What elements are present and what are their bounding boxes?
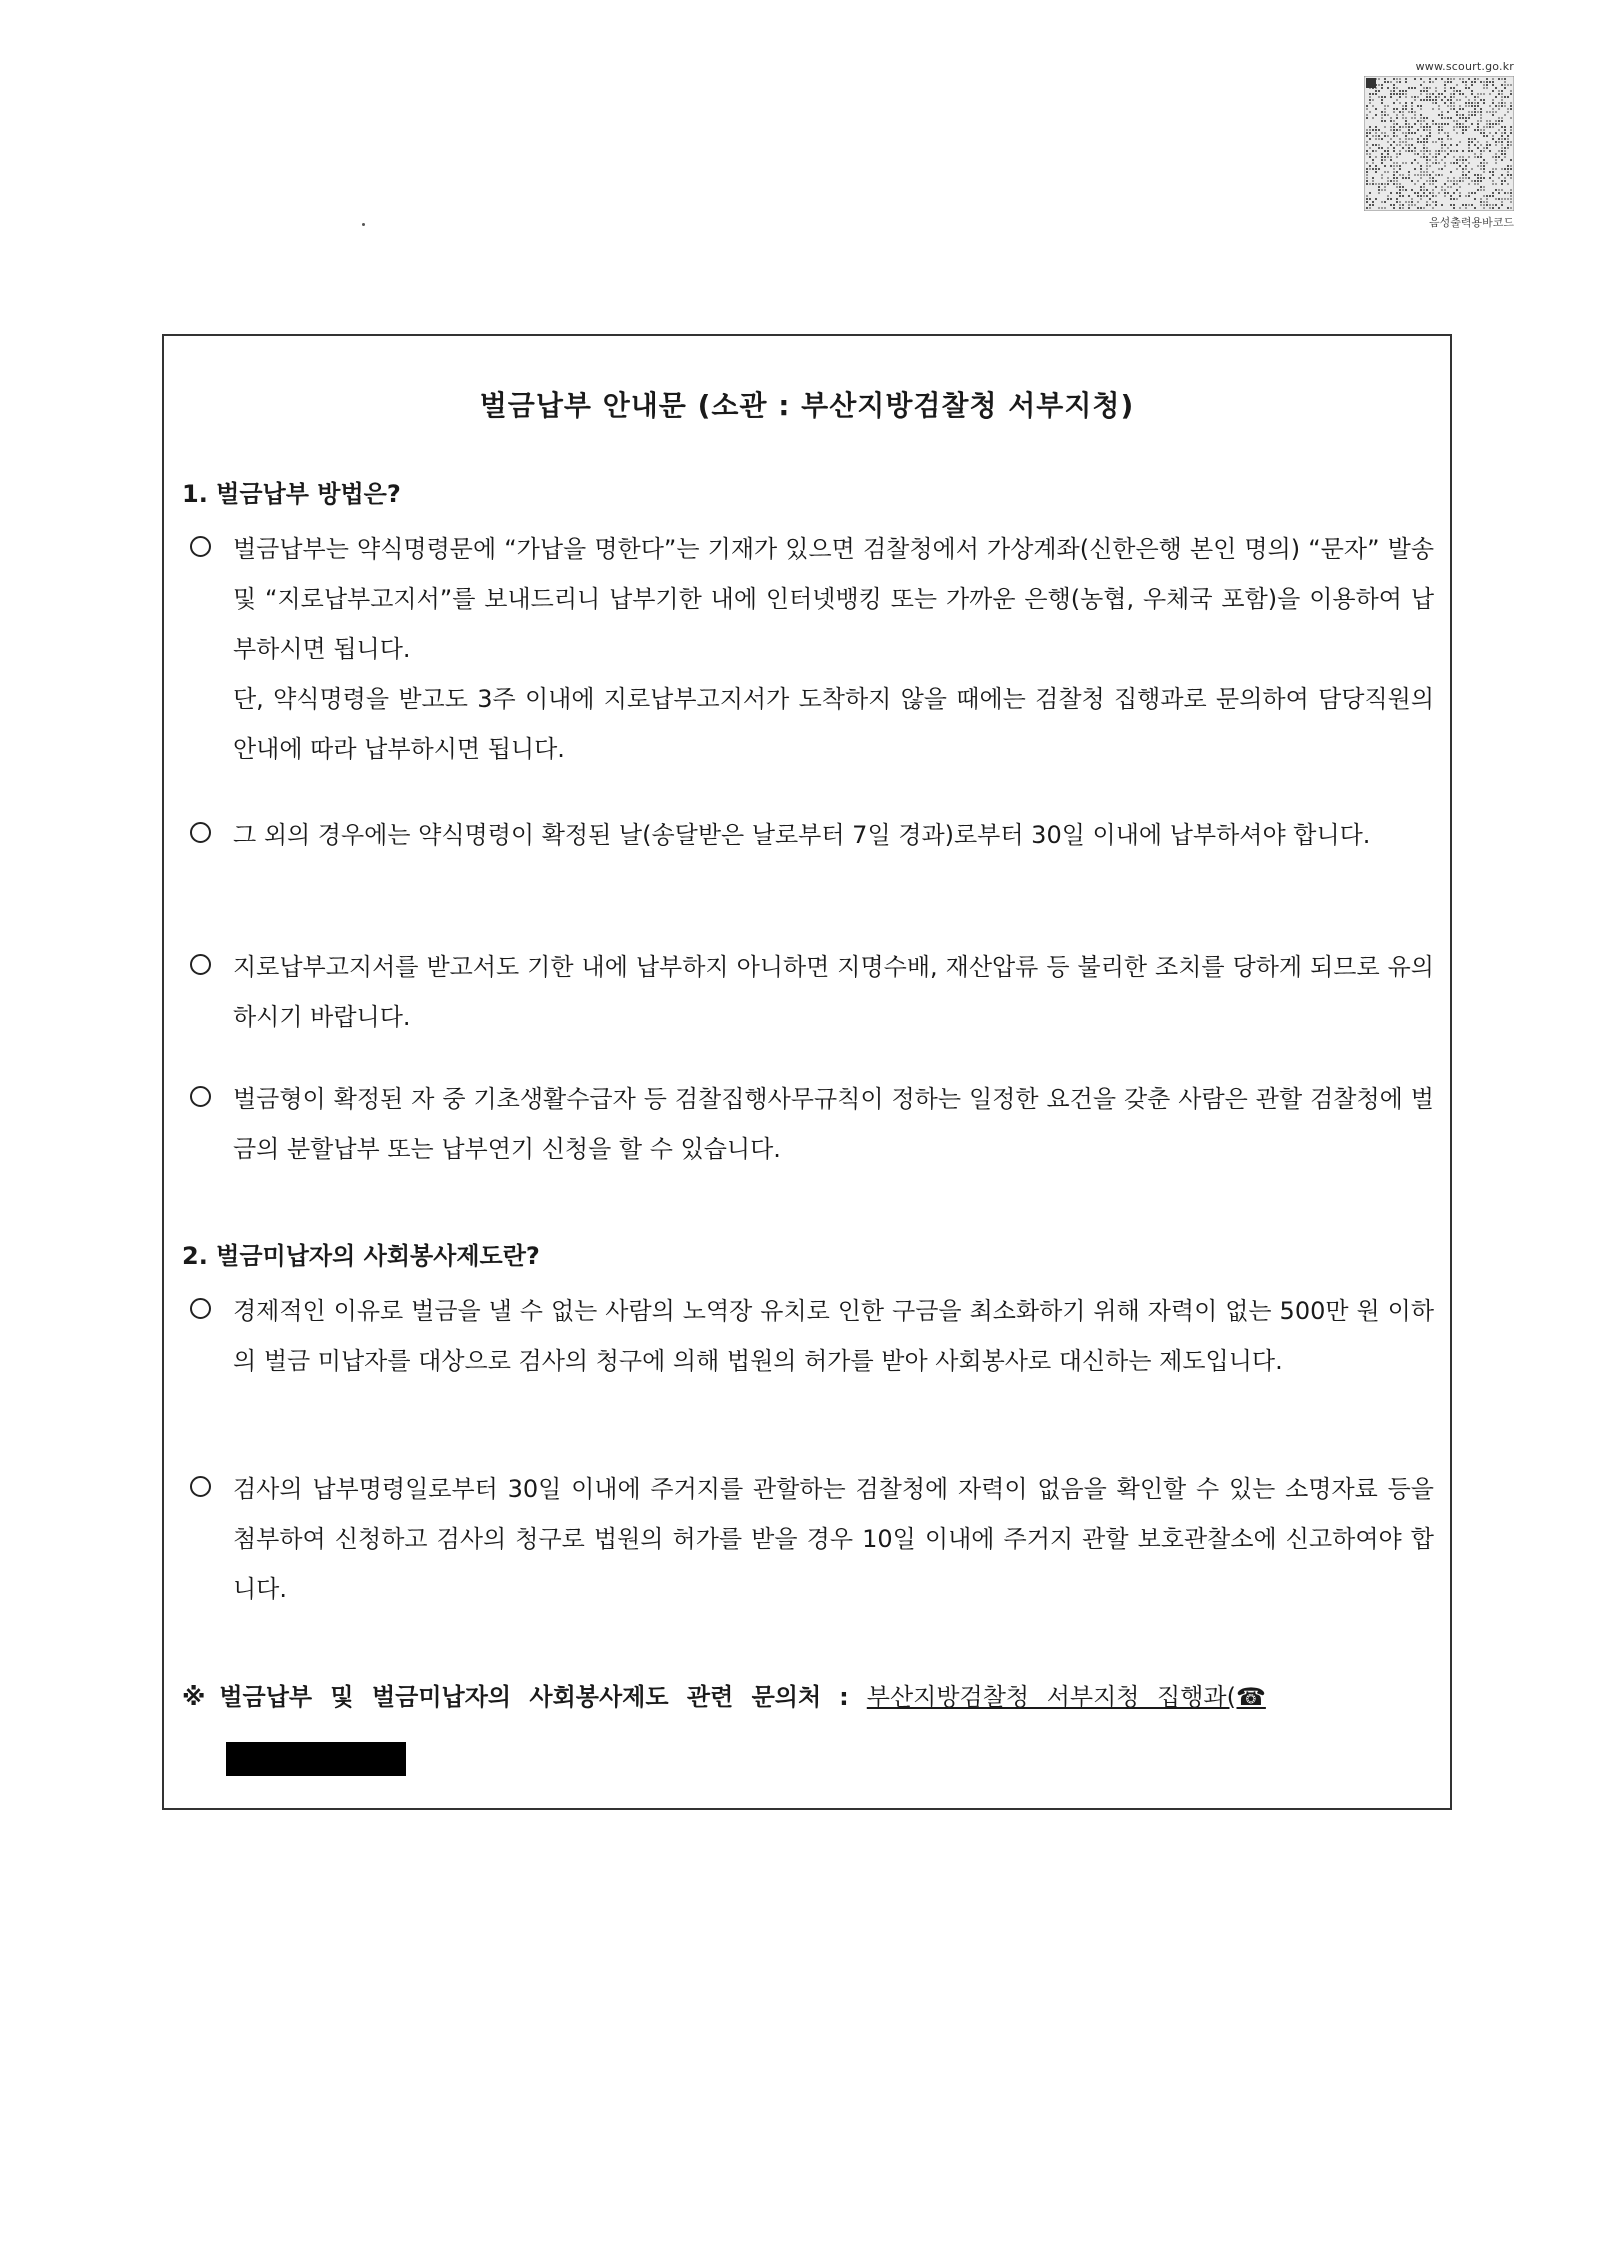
contact-colon: : <box>839 1683 849 1711</box>
contact-label: 벌금납부 및 벌금미납자의 사회봉사제도 관련 문의처 <box>219 1683 822 1711</box>
notice-box <box>162 334 1452 1810</box>
list-item <box>190 1078 1434 1174</box>
reference-mark: ※ <box>182 1683 206 1711</box>
contact-line <box>182 1674 1452 1720</box>
circle-bullet-icon <box>190 1086 211 1107</box>
item-text: 지로납부고지서를 받고서도 기한 내에 납부하지 아니하면 지명수배, 재산압류 등 불리한 조치를 당하게 되므로 유의하시기 바랍니다. <box>233 953 1434 1031</box>
item-extra-text: 단, 약식명령을 받고도 3주 이내에 지로납부고지서가 도착하지 않을 때에는 검찰청 집행과로 문의하여 담당직원의 안내에 따라 납부하시면 됩니다. <box>233 685 1434 763</box>
scan-speck <box>362 223 365 226</box>
item-text: 검사의 납부명령일로부터 30일 이내에 주거지를 관할하는 검찰청에 자력이 없음을 확인할 수 있는 소명자료 등을 첨부하여 신청하고 검사의 청구로 법원의 허가를 받을 경우 10일 이내에 주거지 관할 보호관찰소에 신고하여야 합니다. <box>233 1475 1434 1603</box>
barcode-url: www.scourt.go.kr <box>1415 60 1514 73</box>
item-text: 그 외의 경우에는 약식명령이 확정된 날(송달받은 날로부터 7일 경과)로부터 30일 이내에 납부하셔야 합니다. <box>233 821 1371 849</box>
list-item <box>190 528 1434 774</box>
redacted-phone-number <box>226 1742 406 1776</box>
barcode-block <box>1364 60 1514 230</box>
item-text: 벌금형이 확정된 자 중 기초생활수급자 등 검찰집행사무규칙이 정하는 일정한 요건을 갖춘 사람은 관할 검찰청에 벌금의 분할납부 또는 납부연기 신청을 할 수 있습니다. <box>233 1085 1434 1163</box>
circle-bullet-icon <box>190 1476 211 1497</box>
list-item <box>190 814 1434 860</box>
circle-bullet-icon <box>190 954 211 975</box>
circle-bullet-icon <box>190 822 211 843</box>
section-heading-payment-method: 1. 벌금납부 방법은? <box>182 480 401 508</box>
item-text: 벌금납부는 약식명령문에 “가납을 명한다”는 기재가 있으면 검찰청에서 가상계좌(신한은행 본인 명의) “문자” 발송 및 “지로납부고지서”를 보내드리니 납부기한 내에 인터넷뱅킹 또는 가까운 은행(농협, 우체국 포함)을 이용하여 납부하시면 됩니다. <box>233 535 1434 663</box>
list-item <box>190 1290 1434 1386</box>
contact-office: 부산지방검찰청 서부지청 집행과(☎ <box>866 1683 1266 1711</box>
notice-title: 벌금납부 안내문 (소관 : 부산지방검찰청 서부지청) <box>479 389 1135 422</box>
barcode-caption: 음성출력용바코드 <box>1428 216 1514 229</box>
list-item <box>190 946 1434 1042</box>
circle-bullet-icon <box>190 536 211 557</box>
section-heading-community-service: 2. 벌금미납자의 사회봉사제도란? <box>182 1242 540 1270</box>
list-item <box>190 1468 1434 1614</box>
circle-bullet-icon <box>190 1298 211 1319</box>
item-text: 경제적인 이유로 벌금을 낼 수 없는 사람의 노역장 유치로 인한 구금을 최소화하기 위해 자력이 없는 500만 원 이하의 벌금 미납자를 대상으로 검사의 청구에 의해 법원의 허가를 받아 사회봉사로 대신하는 제도입니다. <box>233 1297 1434 1375</box>
voice-output-barcode-image <box>1364 76 1514 211</box>
